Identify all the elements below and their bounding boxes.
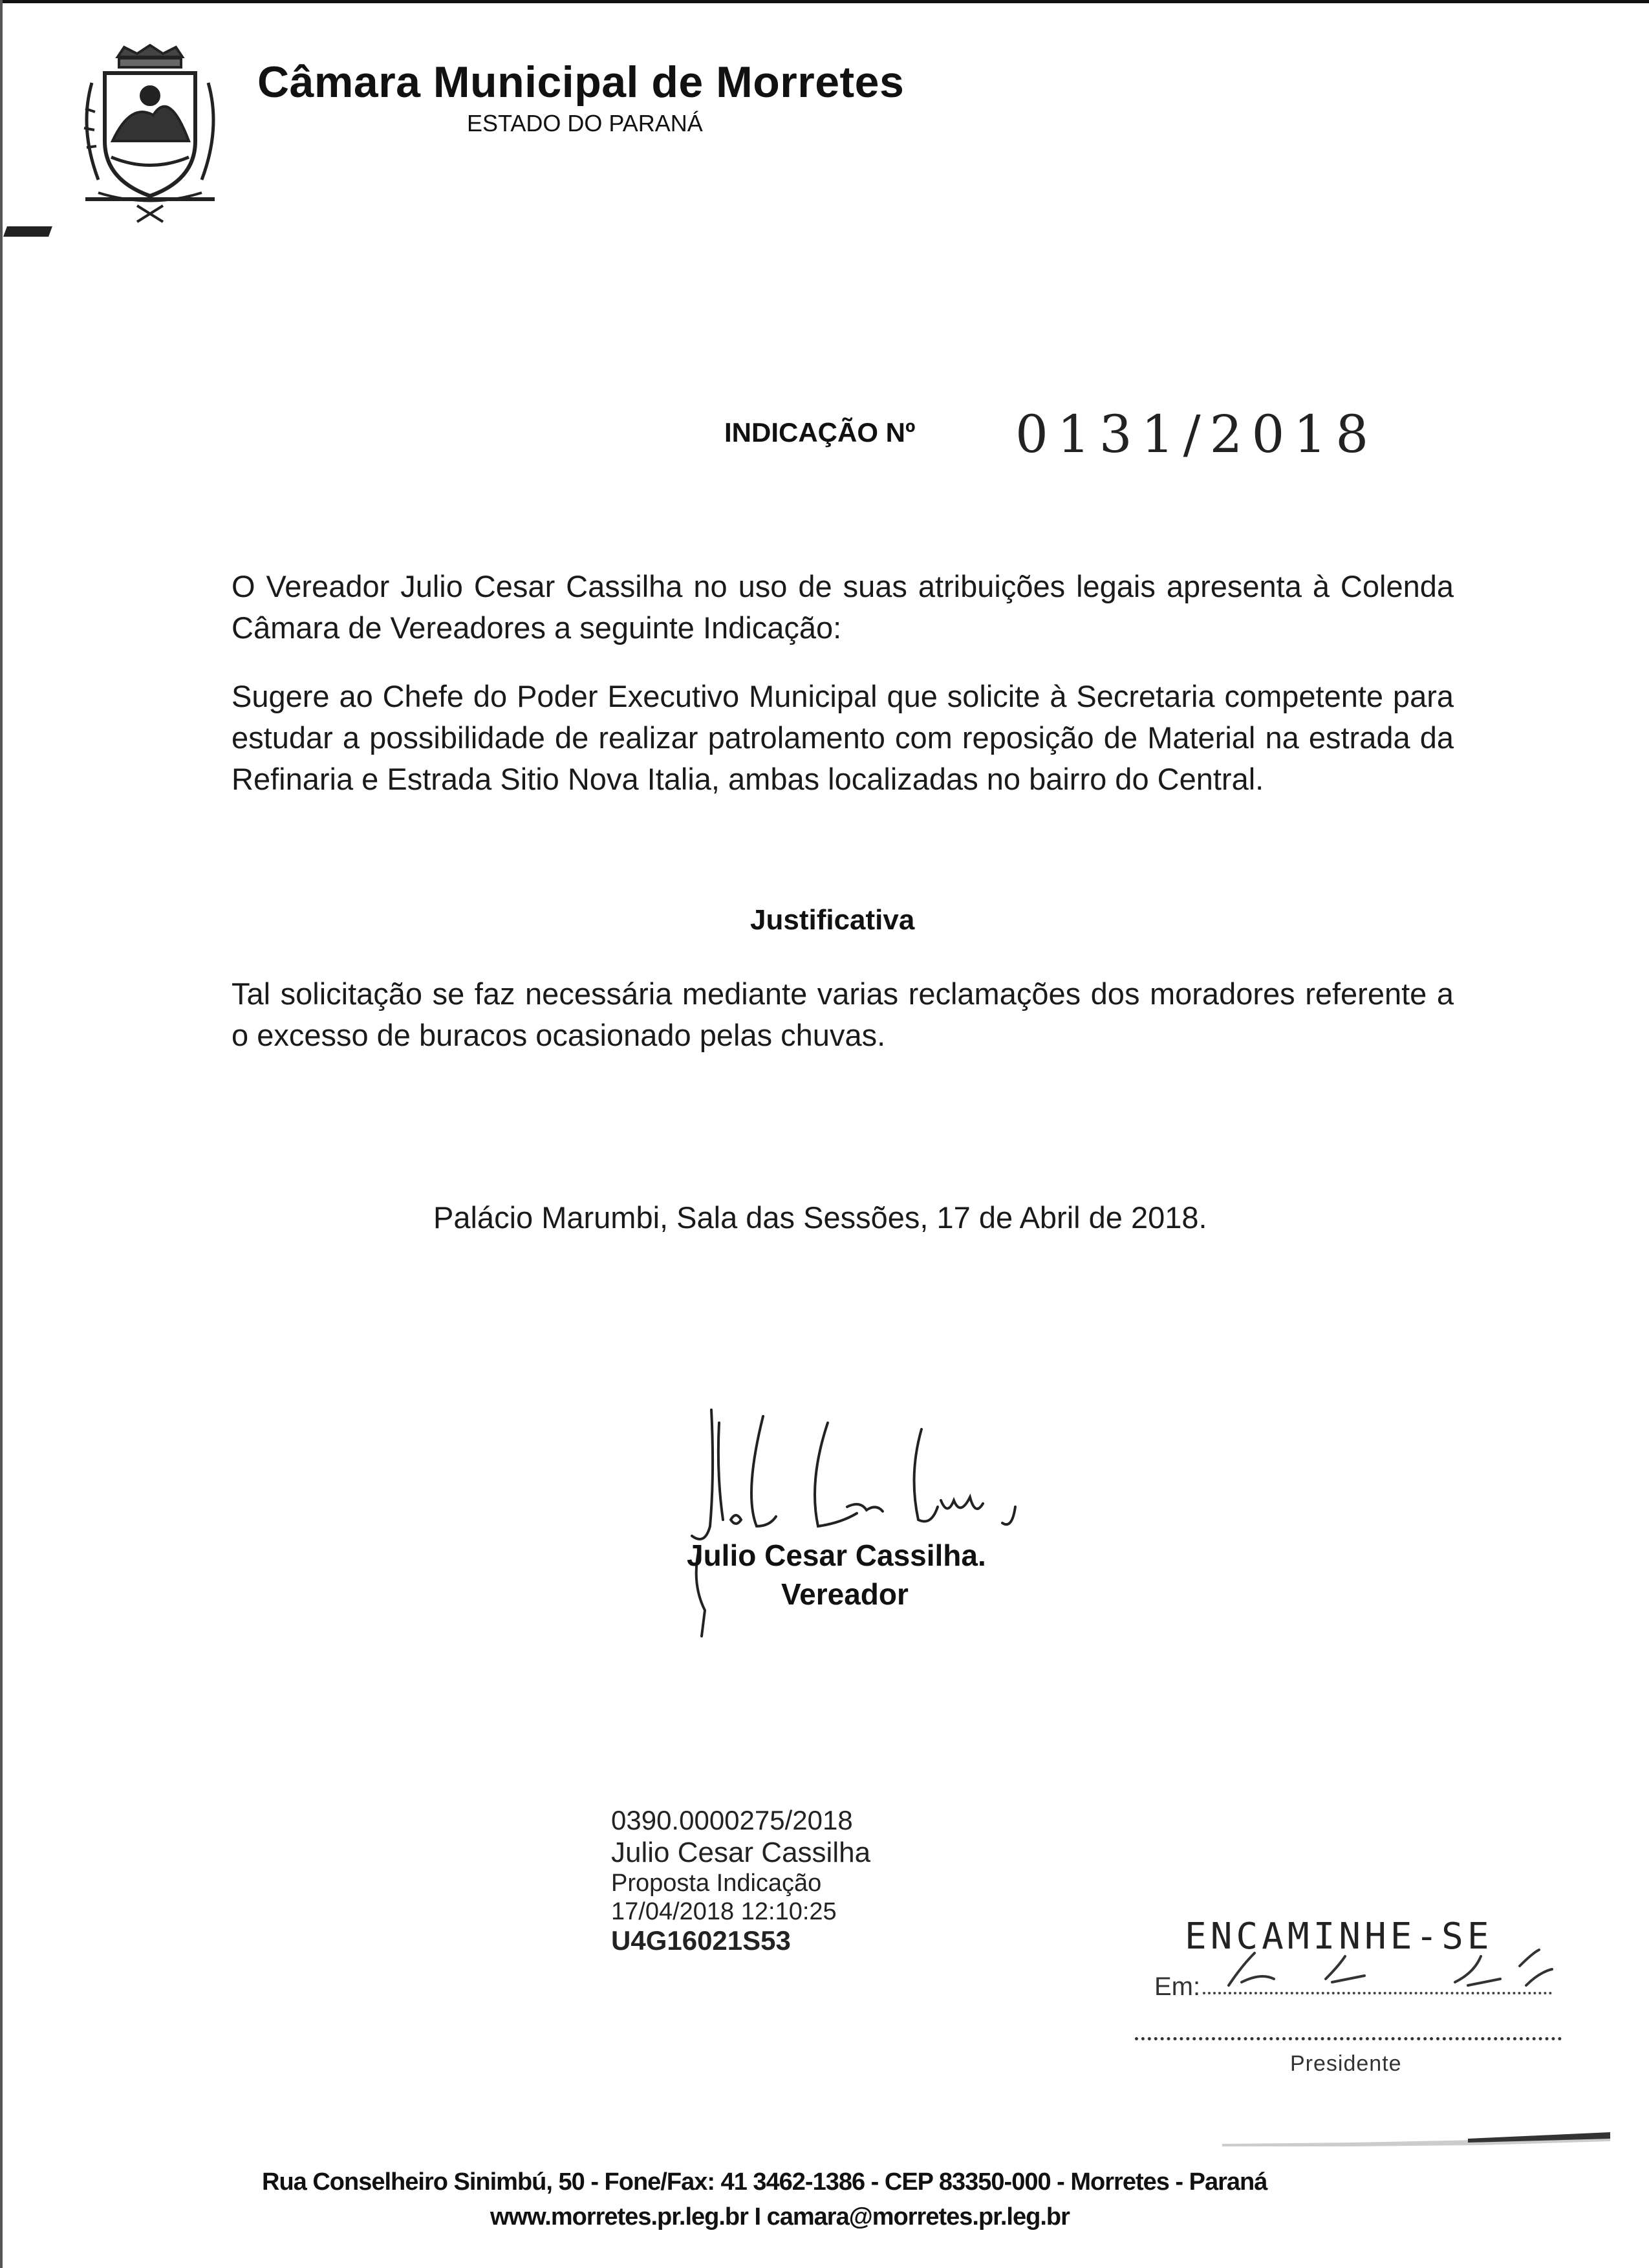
suggestion-paragraph: Sugere ao Chefe do Poder Executivo Municipal que solicite à Secretaria competente para estudar a possibilidade de realizar patrolamento com reposição de Material na estrada da Refinaria e Estrada Sitio Nova Italia, ambas localizadas no bairro do Central. <box>232 679 1454 796</box>
forwarding-date-label: Em: <box>1154 1972 1201 2001</box>
organization-state: ESTADO DO PARANÁ <box>467 110 703 136</box>
organization-name: Câmara Municipal de Morretes <box>257 58 905 107</box>
scan-border-top <box>0 0 1649 3</box>
indicacao-number: 0131/2018 <box>1015 404 1378 464</box>
protocol-author: Julio Cesar Cassilha <box>611 1837 871 1868</box>
signer-name: Julio Cesar Cassilha. <box>687 1539 986 1572</box>
scan-artifact <box>3 226 52 237</box>
footer-address: Rua Conselheiro Sinimbú, 50 - Fone/Fax: 41 3462-1386 - CEP 83350-000 - Morretes - Paraná <box>262 2168 1267 2196</box>
place-date-line: Palácio Marumbi, Sala das Sessões, 17 de Abril de 2018. <box>433 1200 1207 1235</box>
president-signature-line <box>1135 2037 1562 2040</box>
signer-role: Vereador <box>781 1577 909 1611</box>
protocol-code: U4G16021S53 <box>611 1925 791 1956</box>
scan-border-left <box>0 0 3 2268</box>
president-label: Presidente <box>1290 2051 1402 2076</box>
protocol-stamp <box>611 1804 870 1956</box>
handwritten-date-scribble <box>1216 1947 1565 1998</box>
protocol-timestamp: 17/04/2018 12:10:25 <box>611 1898 837 1925</box>
indicacao-label: INDICAÇÃO Nº <box>724 417 916 448</box>
intro-paragraph: O Vereador Julio Cesar Cassilha no uso de suas atribuições legais apresenta à Colenda Câmara de Vereadores a seguinte Indicação: <box>232 569 1454 645</box>
protocol-type: Proposta Indicação <box>611 1870 822 1897</box>
footer-web-email: www.morretes.pr.leg.br I camara@morretes.pr.leg.br <box>490 2203 1070 2230</box>
protocol-number: 0390.0000275/2018 <box>611 1805 853 1835</box>
municipal-crest-icon <box>72 44 228 225</box>
scan-smudge <box>1222 2124 1610 2150</box>
forwarding-stamp-title: ENCAMINHE-SE <box>1185 1916 1493 1958</box>
justification-paragraph: Tal solicitação se faz necessária mediante varias reclamações dos moradores referente a o excesso de buracos ocasionado pelas chuvas. <box>232 977 1454 1052</box>
justification-heading: Justificativa <box>750 904 915 936</box>
